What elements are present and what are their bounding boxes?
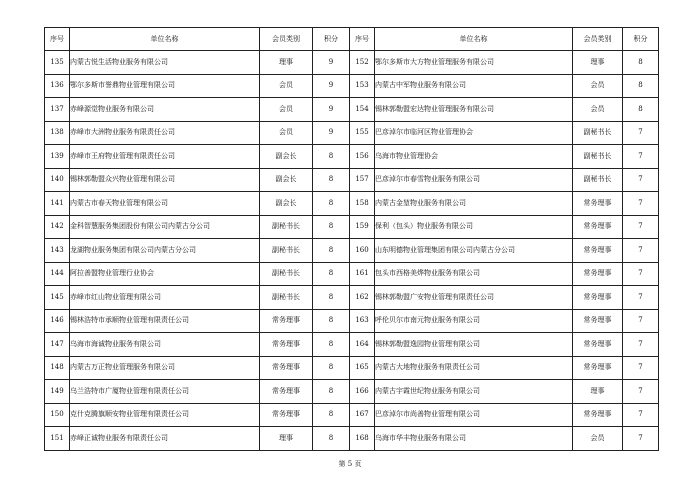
cell-unit-name: 内蒙古万正物业管理服务有限公司	[70, 356, 260, 380]
cell-seq: 168	[350, 427, 375, 451]
header-category-left: 会员类别	[260, 28, 313, 51]
cell-unit-name: 锡林郭勒盟广安物业管理有限责任公司	[375, 286, 573, 310]
cell-unit-name: 乌海市华丰物业服务有限公司	[375, 427, 573, 451]
cell-unit-name: 赤峰正诚物业服务有限责任公司	[70, 427, 260, 451]
cell-points: 7	[623, 262, 659, 286]
cell-unit-name: 锡林浩特市承顺物业管理有限责任公司	[70, 309, 260, 333]
cell-seq: 137	[45, 98, 70, 122]
cell-unit-name: 金科智慧服务集团股份有限公司内蒙古分公司	[70, 215, 260, 239]
cell-seq: 147	[45, 333, 70, 357]
cell-seq: 136	[45, 74, 70, 98]
cell-member-category: 理事	[260, 427, 313, 451]
cell-seq: 141	[45, 192, 70, 216]
table-body	[45, 51, 659, 451]
cell-seq: 140	[45, 168, 70, 192]
cell-points: 9	[313, 74, 350, 98]
cell-unit-name: 包头市西格美烨物业服务有限公司	[375, 262, 573, 286]
cell-points: 8	[313, 286, 350, 310]
cell-seq: 145	[45, 286, 70, 310]
table-row	[45, 145, 659, 169]
cell-points: 8	[313, 145, 350, 169]
cell-member-category: 副秘书长	[260, 262, 313, 286]
cell-member-category: 常务理事	[573, 403, 623, 427]
cell-seq: 138	[45, 121, 70, 145]
cell-points: 7	[623, 145, 659, 169]
table-row	[45, 98, 659, 122]
cell-seq: 161	[350, 262, 375, 286]
cell-points: 8	[313, 356, 350, 380]
cell-seq: 152	[350, 51, 375, 75]
cell-member-category: 会员	[260, 121, 313, 145]
member-table-sheet	[44, 27, 658, 451]
cell-member-category: 理事	[573, 380, 623, 404]
cell-member-category: 常务理事	[260, 403, 313, 427]
cell-seq: 135	[45, 51, 70, 75]
cell-member-category: 副会长	[260, 192, 313, 216]
cell-unit-name: 内蒙古金堃物业服务有限公司	[375, 192, 573, 216]
cell-seq: 164	[350, 333, 375, 357]
cell-points: 8	[313, 215, 350, 239]
cell-unit-name: 内蒙古中军物业服务有限公司	[375, 74, 573, 98]
cell-member-category: 常务理事	[573, 286, 623, 310]
table-row	[45, 74, 659, 98]
cell-unit-name: 阿拉善盟物业管理行业协会	[70, 262, 260, 286]
cell-member-category: 副秘书长	[573, 168, 623, 192]
cell-member-category: 理事	[573, 51, 623, 75]
cell-points: 8	[313, 168, 350, 192]
cell-unit-name: 赤峰源觉物业服务有限公司	[70, 98, 260, 122]
cell-member-category: 会员	[573, 427, 623, 451]
cell-member-category: 会员	[260, 98, 313, 122]
cell-seq: 155	[350, 121, 375, 145]
cell-member-category: 常务理事	[573, 309, 623, 333]
header-category-right: 会员类别	[573, 28, 623, 51]
cell-points: 7	[623, 286, 659, 310]
table-row	[45, 239, 659, 263]
cell-unit-name: 锡林郭勒盟逸园物业管理有限公司	[375, 333, 573, 357]
cell-unit-name: 内蒙古悦生活物业服务有限公司	[70, 51, 260, 75]
cell-points: 7	[623, 333, 659, 357]
cell-member-category: 常务理事	[260, 380, 313, 404]
cell-seq: 151	[45, 427, 70, 451]
header-name-right: 单位名称	[375, 28, 573, 51]
cell-member-category: 常务理事	[573, 356, 623, 380]
cell-points: 8	[313, 427, 350, 451]
table-row	[45, 192, 659, 216]
cell-unit-name: 龙湖物业服务集团有限公司内蒙古分公司	[70, 239, 260, 263]
cell-seq: 146	[45, 309, 70, 333]
header-name-left: 单位名称	[70, 28, 260, 51]
cell-points: 8	[313, 380, 350, 404]
header-points-left: 积分	[313, 28, 350, 51]
cell-member-category: 会员	[260, 74, 313, 98]
table-row	[45, 309, 659, 333]
cell-member-category: 副会长	[260, 168, 313, 192]
cell-unit-name: 巴彦淖尔市春雪物业服务有限公司	[375, 168, 573, 192]
header-seq-left: 序号	[45, 28, 70, 51]
cell-seq: 157	[350, 168, 375, 192]
cell-member-category: 常务理事	[573, 333, 623, 357]
table-row	[45, 380, 659, 404]
cell-unit-name: 赤峰市王府物业管理有限责任公司	[70, 145, 260, 169]
table-row	[45, 168, 659, 192]
cell-points: 8	[623, 98, 659, 122]
cell-unit-name: 呼伦贝尔市南元物业服务有限公司	[375, 309, 573, 333]
cell-member-category: 理事	[260, 51, 313, 75]
cell-member-category: 副秘书长	[573, 121, 623, 145]
cell-seq: 165	[350, 356, 375, 380]
cell-seq: 160	[350, 239, 375, 263]
table-row	[45, 121, 659, 145]
cell-member-category: 常务理事	[260, 309, 313, 333]
cell-seq: 167	[350, 403, 375, 427]
cell-member-category: 常务理事	[573, 262, 623, 286]
table-row	[45, 51, 659, 75]
cell-seq: 148	[45, 356, 70, 380]
cell-seq: 139	[45, 145, 70, 169]
cell-points: 7	[623, 427, 659, 451]
cell-points: 8	[623, 74, 659, 98]
table-header-row	[45, 28, 659, 51]
cell-member-category: 常务理事	[573, 192, 623, 216]
member-points-table	[44, 27, 659, 451]
table-row	[45, 286, 659, 310]
cell-seq: 149	[45, 380, 70, 404]
cell-seq: 159	[350, 215, 375, 239]
cell-unit-name: 克什克腾旗顺安物业管理有限责任公司	[70, 403, 260, 427]
cell-unit-name: 巴彦淖尔市临河区物业管理协会	[375, 121, 573, 145]
cell-unit-name: 巴彦淖尔市尚善物业管理有限公司	[375, 403, 573, 427]
cell-member-category: 常务理事	[260, 356, 313, 380]
cell-points: 7	[623, 239, 659, 263]
cell-seq: 143	[45, 239, 70, 263]
cell-unit-name: 内蒙古宇霞世纪物业服务有限公司	[375, 380, 573, 404]
cell-unit-name: 鄂尔多斯市誉鼎物业管理有限公司	[70, 74, 260, 98]
cell-points: 7	[623, 380, 659, 404]
cell-seq: 142	[45, 215, 70, 239]
cell-member-category: 常务理事	[573, 215, 623, 239]
cell-unit-name: 山东明德物业管理集团有限公司内蒙古分公司	[375, 239, 573, 263]
cell-member-category: 常务理事	[573, 239, 623, 263]
cell-seq: 154	[350, 98, 375, 122]
cell-points: 8	[313, 239, 350, 263]
cell-member-category: 副会长	[260, 145, 313, 169]
cell-points: 8	[313, 309, 350, 333]
cell-unit-name: 内蒙古大地物业服务有限责任公司	[375, 356, 573, 380]
cell-seq: 166	[350, 380, 375, 404]
cell-seq: 158	[350, 192, 375, 216]
cell-points: 8	[313, 192, 350, 216]
cell-unit-name: 乌海市物业管理协会	[375, 145, 573, 169]
cell-member-category: 副秘书长	[573, 145, 623, 169]
cell-unit-name: 赤峰市大洲物业服务有限责任公司	[70, 121, 260, 145]
table-row	[45, 262, 659, 286]
cell-unit-name: 乌兰浩特市广厦物业管理有限责任公司	[70, 380, 260, 404]
cell-member-category: 会员	[573, 98, 623, 122]
table-row	[45, 215, 659, 239]
header-seq-right: 序号	[350, 28, 375, 51]
cell-unit-name: 锡林郭勒盟众兴物业管理有限公司	[70, 168, 260, 192]
page-number: 第 5 页	[338, 460, 362, 468]
cell-points: 7	[623, 192, 659, 216]
header-points-right: 积分	[623, 28, 659, 51]
table-row	[45, 333, 659, 357]
cell-points: 8	[313, 262, 350, 286]
cell-points: 9	[313, 121, 350, 145]
cell-points: 8	[623, 51, 659, 75]
cell-points: 9	[313, 51, 350, 75]
cell-points: 8	[313, 333, 350, 357]
cell-member-category: 副秘书长	[260, 286, 313, 310]
cell-seq: 150	[45, 403, 70, 427]
cell-member-category: 会员	[573, 74, 623, 98]
cell-points: 7	[623, 356, 659, 380]
cell-seq: 156	[350, 145, 375, 169]
cell-seq: 163	[350, 309, 375, 333]
cell-points: 7	[623, 168, 659, 192]
cell-member-category: 副秘书长	[260, 239, 313, 263]
cell-unit-name: 赤峰市红山物业管理有限公司	[70, 286, 260, 310]
cell-seq: 162	[350, 286, 375, 310]
cell-points: 7	[623, 121, 659, 145]
cell-unit-name: 锡林郭勒盟宏达物业管理服务有限公司	[375, 98, 573, 122]
table-row	[45, 403, 659, 427]
cell-points: 8	[313, 403, 350, 427]
cell-unit-name: 乌海市海诚物业服务有限公司	[70, 333, 260, 357]
cell-points: 7	[623, 403, 659, 427]
cell-unit-name: 鄂尔多斯市大方物业管理服务有限公司	[375, 51, 573, 75]
table-row	[45, 356, 659, 380]
cell-unit-name: 内蒙古市春天物业管理有限公司	[70, 192, 260, 216]
cell-points: 7	[623, 309, 659, 333]
cell-points: 9	[313, 98, 350, 122]
table-row	[45, 427, 659, 451]
cell-seq: 144	[45, 262, 70, 286]
cell-points: 7	[623, 215, 659, 239]
cell-member-category: 副秘书长	[260, 215, 313, 239]
cell-unit-name: 保利（包头）物业服务有限公司	[375, 215, 573, 239]
cell-seq: 153	[350, 74, 375, 98]
cell-member-category: 常务理事	[260, 333, 313, 357]
